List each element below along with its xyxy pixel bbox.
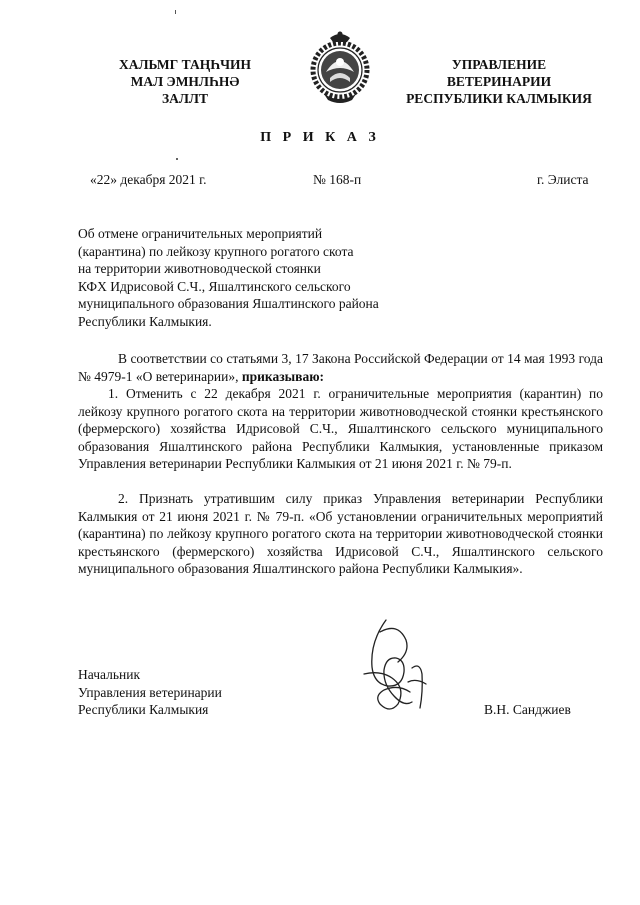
document-type-title: П Р И К А З bbox=[260, 130, 380, 145]
subject-line: (карантина) по лейкозу крупного рогатого скота bbox=[78, 243, 354, 259]
subject-line: КФХ Идрисовой С.Ч., Яшалтинского сельского bbox=[78, 278, 351, 294]
scan-mark bbox=[176, 158, 178, 160]
position-line: Начальник bbox=[78, 667, 141, 682]
scan-mark bbox=[175, 10, 176, 14]
order-city: г. Элиста bbox=[537, 172, 589, 187]
order-date: «22» декабря 2021 г. bbox=[90, 172, 207, 187]
subject-line: муниципального образования Яшалтинского района bbox=[78, 296, 379, 312]
subject-line: Республики Калмыкия. bbox=[78, 313, 212, 329]
order-keyword: приказываю: bbox=[241, 368, 325, 384]
signatory-name: В.Н. Санджиев bbox=[484, 702, 571, 717]
header-left-line: ЗАЛЛТ bbox=[162, 91, 208, 106]
header-right-line: УПРАВЛЕНИЕ bbox=[451, 57, 547, 72]
subject-line: на территории животноводческой стоянки bbox=[78, 261, 321, 277]
header-left-title bbox=[100, 56, 270, 107]
order-item-2: 2. Признать утратившим силу приказ Управления ветеринарии Республики Калмыкия от 21 июня 2021 г. № 79-п. «Об установлении ограничительных мероприятий (карантина) по лейкозу крупного рогатого скота на территории животноводческой стоянки крестьянского (фермерского) хозяйства Идрисовой С.Ч., Яшалтинского сельского муниципального образования Яшалтинского района Республики Калмыкия». bbox=[78, 491, 603, 577]
signatory-position bbox=[78, 666, 222, 719]
header-right-line: РЕСПУБЛИКИ КАЛМЫКИЯ bbox=[406, 91, 592, 106]
header-right-line: ВЕТЕРИНАРИИ bbox=[446, 74, 552, 89]
handwritten-signature-icon bbox=[350, 612, 445, 717]
header-right-title bbox=[392, 56, 606, 107]
preamble-text: В соответствии со статьями 3, 17 Закона Российской Федерации от 14 мая 1993 года № 4979-1 «О ветеринарии», bbox=[78, 351, 603, 384]
preamble-paragraph bbox=[78, 350, 603, 385]
subject-line: Об отмене ограничительных мероприятий bbox=[78, 226, 323, 241]
header-left-line: ХАЛЬМГ ТАҢҺЧИН bbox=[118, 57, 252, 72]
kalmykia-coat-of-arms-icon bbox=[300, 28, 380, 108]
order-subject bbox=[78, 225, 398, 331]
header-left-line: МАЛ ЭМНЛҺНӘ bbox=[130, 74, 240, 89]
position-line: Управления ветеринарии bbox=[78, 684, 222, 700]
order-item-1: 1. Отменить с 22 декабря 2021 г. ограничительные мероприятия (карантин) по лейкозу крупного рогатого скота на территории животноводческой стоянки крестьянского (фермерского) хозяйства Идрисовой С.Ч., Яшалтинского сельского муниципального образования Яшалтинского района Республики Калмыкия, установленные приказом Управления ветеринарии Республики Калмыкия от 21 июня 2021 г. № 79-п. bbox=[78, 386, 603, 472]
order-number: № 168-п bbox=[313, 172, 362, 187]
position-line: Республики Калмыкия bbox=[78, 702, 209, 718]
